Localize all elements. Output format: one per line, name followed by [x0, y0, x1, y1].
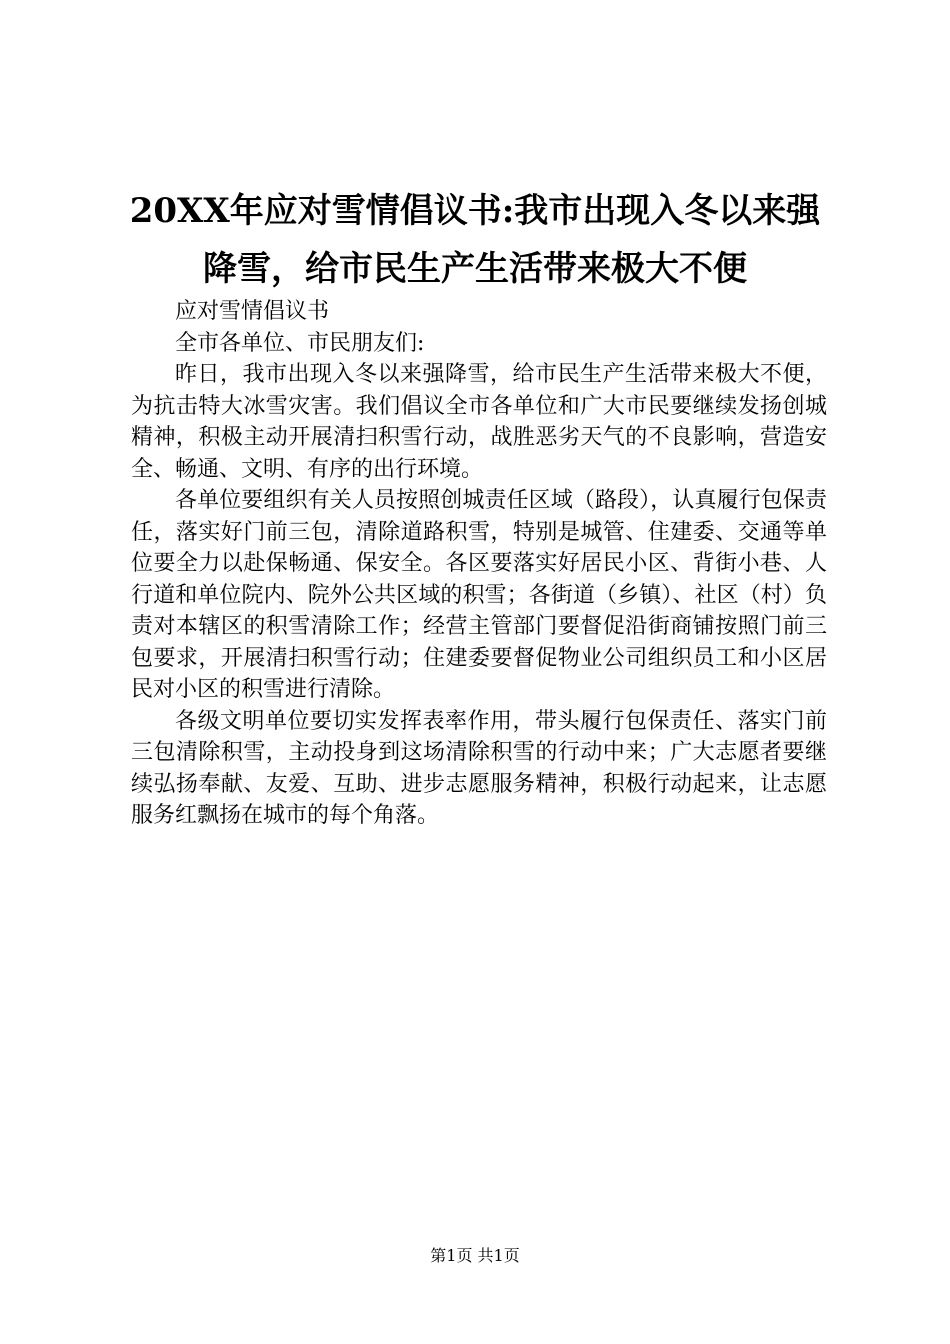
salutation: 全市各单位、市民朋友们: [175, 330, 425, 356]
paragraph-1: 昨日，我市出现入冬以来强降雪，给市民生产生活带来极大不便，为抗击特大冰雪灾害。我们倡议全市各单位和广大市民要继续发扬创城精神，积极主动开展清扫积雪行动，战胜恶劣天气的不良影响，营造安全、畅通、文明、有序的出行环境。 [131, 362, 827, 482]
document-subtitle: 应对雪情倡议书 [175, 299, 330, 324]
paragraph-2: 各单位要组织有关人员按照创城责任区域（路段），认真履行包保责任，落实好门前三包，清除道路积雪，特别是城管、住建委、交通等单位要全力以赴保畅通、保安全。各区要落实好居民小区、背街小巷、人行道和单位院内、院外公共区域的积雪；各街道（乡镇）、社区（村）负责对本辖区的积雪清除工作；经营主管部门要督促沿街商铺按照门前三包要求，开展清扫积雪行动；住建委要督促物业公司组织员工和小区居民对小区的积雪进行清除。 [131, 488, 827, 702]
paragraph-3: 各级文明单位要切实发挥表率作用，带头履行包保责任、落实门前三包清除积雪，主动投身到这场清除积雪的行动中来；广大志愿者要继续弘扬奉献、友爱、互助、进步志愿服务精神，积极行动起来，让志愿服务红飘扬在城市的每个角落。 [131, 708, 827, 828]
document-body [131, 296, 827, 832]
page-number: 第1页 共1页 [430, 1246, 520, 1265]
document-title [100, 182, 850, 298]
title-line-2: 降雪，给市民生产生活带来极大不便 [203, 249, 747, 289]
title-line-1: 20XX年应对雪情倡议书:我市出现入冬以来强 [129, 191, 821, 231]
